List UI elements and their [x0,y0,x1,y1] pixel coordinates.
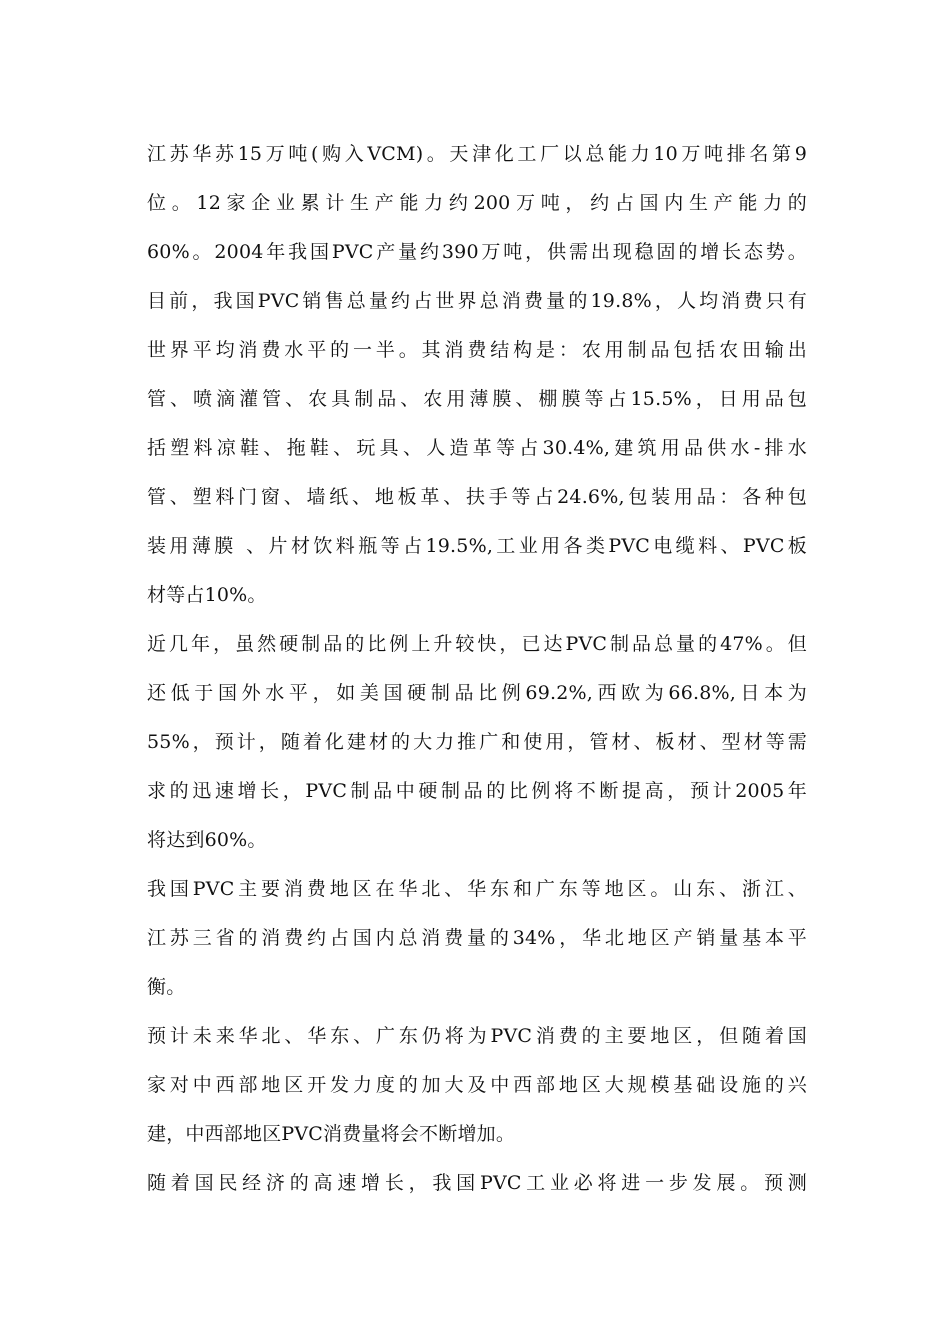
text-line: 随着国民经济的高速增长，我国PVC工业必将进一步发展。预测 [147,1172,807,1194]
text-line: 江苏三省的消费约占国内总消费量的34%，华北地区产销量基本平 [147,927,807,949]
text-line: 将达到60%。 [147,829,267,851]
text-line: 预计未来华北、华东、广东仍将为PVC消费的主要地区，但随着国 [147,1025,807,1047]
text-line: 目前，我国PVC销售总量约占世界总消费量的19.8%，人均消费只有 [147,290,807,312]
text-line: 建，中西部地区PVC消费量将会不断增加。 [147,1123,516,1145]
text-line: 管、喷滴灌管、农具制品、农用薄膜、棚膜等占15.5%，日用品包 [147,388,807,410]
text-line: 衡。 [147,976,186,998]
text-line: 家对中西部地区开发力度的加大及中西部地区大规模基础设施的兴 [147,1074,807,1096]
text-line: 55%，预计，随着化建材的大力推广和使用，管材、板材、型材等需 [147,731,807,753]
text-line: 管、塑料门窗、墙纸、地板革、扶手等占24.6%,包装用品：各种包 [147,486,807,508]
text-line: 位。12家企业累计生产能力约200万吨，约占国内生产能力的 [147,192,807,214]
text-line: 装用薄膜 、片材饮料瓶等占19.5%,工业用各类PVC电缆料、PVC板 [147,535,807,557]
text-line: 求的迅速增长，PVC制品中硬制品的比例将不断提高，预计2005年 [147,780,807,802]
text-line: 材等占10%。 [147,584,267,606]
text-line: 近几年，虽然硬制品的比例上升较快，已达PVC制品总量的47%。但 [147,633,807,655]
text-line: 括塑料凉鞋、拖鞋、玩具、人造革等占30.4%,建筑用品供水-排水 [147,437,807,459]
text-line: 60%。2004年我国PVC产量约390万吨，供需出现稳固的增长态势。 [147,241,807,263]
text-line: 还低于国外水平，如美国硬制品比例69.2%,西欧为66.8%,日本为 [147,682,807,704]
text-line: 我国PVC主要消费地区在华北、华东和广东等地区。山东、浙江、 [147,878,807,900]
text-line: 江苏华苏15万吨(购入VCM)。天津化工厂以总能力10万吨排名第9 [147,143,807,165]
text-line: 世界平均消费水平的一半。其消费结构是：农用制品包括农田输出 [147,339,807,361]
body-text [147,130,807,1208]
